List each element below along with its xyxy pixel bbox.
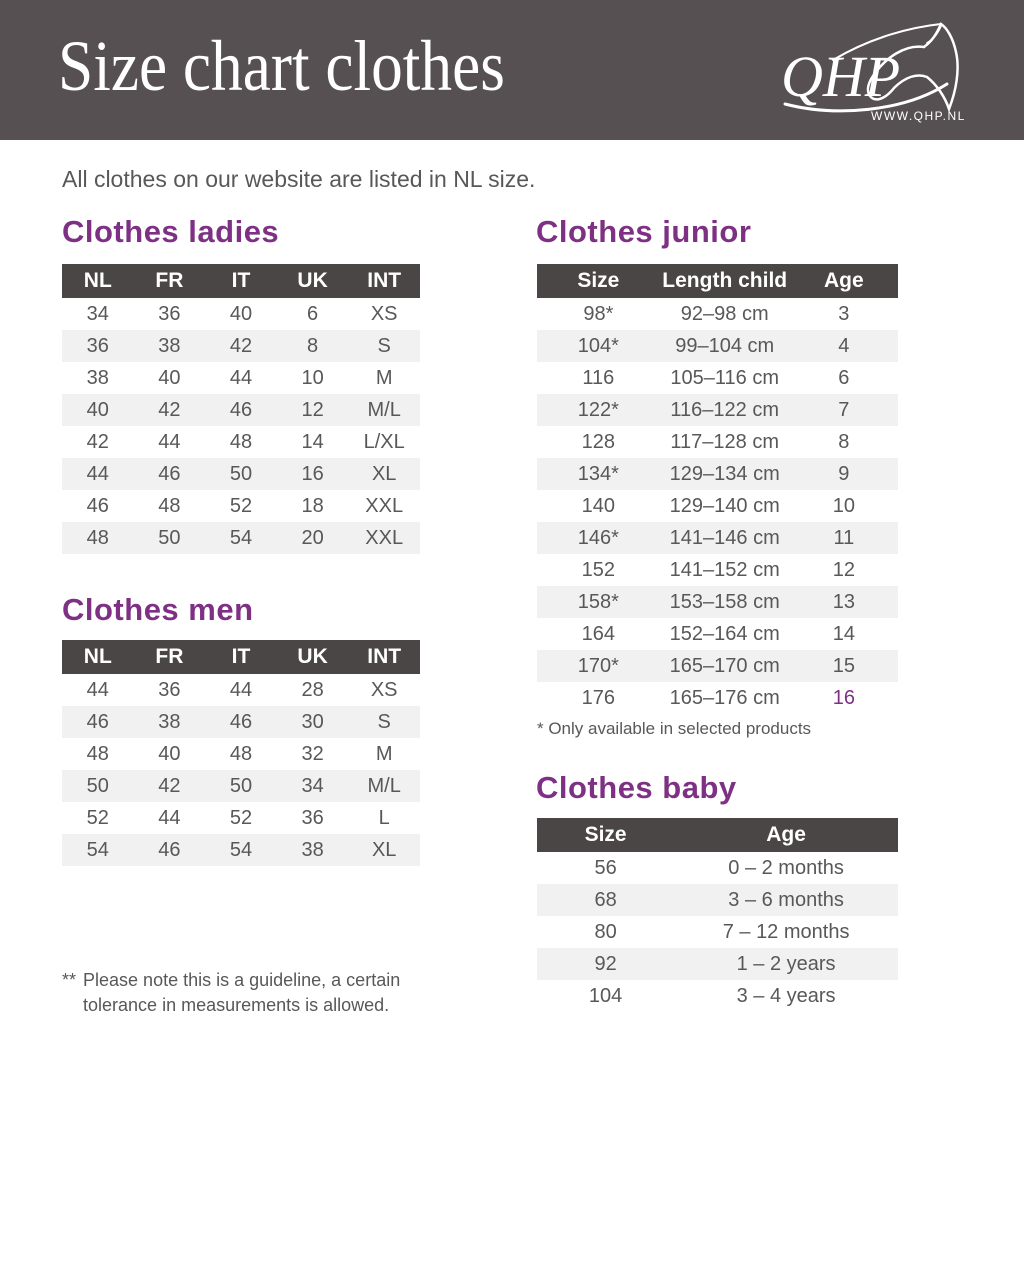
table-cell: 40 bbox=[158, 742, 181, 765]
column-header: Age bbox=[790, 264, 898, 298]
table-cell: 50 bbox=[205, 770, 277, 802]
table-cell: 4 bbox=[790, 330, 898, 362]
table-cell: 34 bbox=[86, 302, 109, 325]
table-cell: 54 bbox=[205, 522, 277, 554]
footnote-line2: tolerance in measurements is allowed. bbox=[83, 995, 390, 1015]
table-cell: 104 bbox=[588, 984, 623, 1007]
table-cell: 116 bbox=[582, 366, 615, 389]
table-cell: 38 bbox=[134, 330, 206, 362]
table-cell: 46 bbox=[62, 706, 134, 738]
table-cell: 50 bbox=[134, 522, 206, 554]
table-cell: 152 bbox=[581, 558, 616, 581]
column-header: IT bbox=[205, 264, 277, 298]
table-cell: XS bbox=[370, 302, 398, 325]
table-cell: 46 bbox=[86, 494, 109, 517]
table-cell: 8 bbox=[277, 330, 349, 362]
table-cell: 44 bbox=[86, 678, 109, 701]
table-cell: 128 bbox=[581, 430, 616, 453]
table-cell: 98* bbox=[583, 302, 614, 325]
table-cell: 34 bbox=[277, 770, 349, 802]
junior-footnote: * Only available in selected products bbox=[537, 719, 812, 738]
table-row bbox=[62, 770, 420, 802]
intro-text: All clothes on our website are listed in NL size. bbox=[62, 166, 536, 192]
table-row bbox=[537, 490, 898, 522]
footnote-marker: ** bbox=[62, 970, 77, 990]
table-cell: 46 bbox=[205, 706, 277, 738]
table-row bbox=[537, 362, 898, 394]
table-cell: 170* bbox=[537, 650, 660, 682]
table-cell: 10 bbox=[301, 366, 324, 389]
table-row bbox=[537, 916, 898, 948]
table-cell: 140 bbox=[581, 494, 616, 517]
column-header: NL bbox=[62, 264, 134, 298]
table-cell: 44 bbox=[229, 678, 253, 701]
table-cell: 165–176 cm bbox=[669, 686, 780, 709]
table-cell: 158* bbox=[537, 586, 660, 618]
column-header: UK bbox=[277, 640, 349, 674]
table-cell: 38 bbox=[86, 366, 109, 389]
table-cell: M bbox=[375, 742, 393, 765]
table-row bbox=[537, 330, 898, 362]
table-cell: XS bbox=[370, 678, 398, 701]
table-cell: 117–128 cm bbox=[670, 430, 779, 453]
table-row bbox=[537, 394, 898, 426]
table-row bbox=[62, 330, 420, 362]
table-row bbox=[537, 852, 898, 884]
table-cell: 7 – 12 months bbox=[722, 920, 850, 943]
column-header: UK bbox=[277, 264, 349, 298]
table-cell: 52 bbox=[86, 806, 109, 829]
table-row bbox=[537, 650, 898, 682]
table-cell: 68 bbox=[537, 884, 674, 916]
table-cell: 46 bbox=[134, 834, 206, 866]
table-row bbox=[537, 554, 898, 586]
footnote-text bbox=[83, 968, 400, 1018]
table-cell: 48 bbox=[229, 742, 253, 765]
table-cell: 1 – 2 years bbox=[674, 948, 898, 980]
table-cell: 42 bbox=[134, 394, 206, 426]
qhp-logo-text: QHP bbox=[781, 44, 901, 109]
table-cell: M bbox=[375, 366, 393, 389]
table-cell: 99–104 cm bbox=[660, 330, 790, 362]
qhp-logo-svg bbox=[775, 14, 985, 128]
table-cell: 54 bbox=[205, 834, 277, 866]
table-cell: 50 bbox=[205, 458, 277, 490]
table-cell: 16 bbox=[277, 458, 349, 490]
table-row bbox=[537, 586, 898, 618]
table-row bbox=[62, 394, 420, 426]
table-cell: 40 bbox=[229, 302, 253, 325]
table-cell: 141–152 cm bbox=[669, 558, 780, 581]
table-cell: 54 bbox=[62, 834, 134, 866]
junior-size-table bbox=[537, 264, 898, 714]
table-cell: S bbox=[348, 330, 420, 362]
table-row bbox=[537, 458, 898, 490]
table-cell: 36 bbox=[62, 330, 134, 362]
table-row bbox=[537, 618, 898, 650]
heading-clothes-baby: Clothes baby bbox=[536, 770, 737, 805]
column-header: INT bbox=[348, 640, 420, 674]
table-cell: 48 bbox=[158, 494, 181, 517]
table-cell: L/XL bbox=[363, 430, 405, 453]
table-row bbox=[62, 490, 420, 522]
table-cell: 92 bbox=[537, 948, 674, 980]
table-cell: 50 bbox=[62, 770, 134, 802]
table-cell: 80 bbox=[594, 920, 617, 943]
table-cell: 104* bbox=[537, 330, 660, 362]
table-cell: 56 bbox=[594, 856, 617, 879]
table-cell: M/L bbox=[348, 770, 420, 802]
table-cell: 42 bbox=[134, 770, 206, 802]
table-cell: XXL bbox=[365, 494, 404, 517]
table-row bbox=[537, 980, 898, 1012]
table-cell: 12 bbox=[832, 558, 855, 581]
page-title: Size chart clothes bbox=[58, 26, 505, 107]
table-cell: 48 bbox=[62, 522, 134, 554]
table-row bbox=[62, 426, 420, 458]
table-row bbox=[537, 426, 898, 458]
table-cell: 40 bbox=[158, 366, 181, 389]
table-cell: 129–134 cm bbox=[660, 458, 790, 490]
table-cell: 105–116 cm bbox=[670, 366, 779, 389]
heading-clothes-men: Clothes men bbox=[62, 592, 254, 627]
junior-header-row bbox=[537, 264, 898, 298]
table-cell: 176 bbox=[581, 686, 616, 709]
table-row bbox=[62, 674, 420, 706]
column-header: INT bbox=[348, 264, 420, 298]
table-cell: 36 bbox=[301, 806, 324, 829]
ladies-header-row bbox=[62, 264, 420, 298]
table-cell: 164 bbox=[581, 622, 616, 645]
table-cell: 9 bbox=[790, 458, 898, 490]
table-cell: 40 bbox=[62, 394, 134, 426]
table-cell: 122* bbox=[537, 394, 660, 426]
table-cell: 8 bbox=[838, 430, 850, 453]
table-cell: 92–98 cm bbox=[680, 302, 769, 325]
table-cell: 42 bbox=[205, 330, 277, 362]
table-cell: 152–164 cm bbox=[669, 622, 780, 645]
table-cell: 44 bbox=[62, 458, 134, 490]
table-row bbox=[62, 706, 420, 738]
table-row bbox=[537, 884, 898, 916]
table-cell: 44 bbox=[158, 806, 181, 829]
table-cell: 10 bbox=[832, 494, 855, 517]
table-cell: 6 bbox=[307, 302, 319, 325]
table-cell: 0 – 2 months bbox=[728, 856, 844, 879]
table-cell: 38 bbox=[277, 834, 349, 866]
heading-clothes-ladies: Clothes ladies bbox=[62, 214, 280, 249]
column-header: Size bbox=[537, 264, 660, 298]
table-cell: 11 bbox=[790, 522, 898, 554]
table-row bbox=[62, 298, 420, 330]
table-cell: 153–158 cm bbox=[660, 586, 790, 618]
baby-size-table bbox=[537, 818, 898, 1012]
table-row bbox=[62, 802, 420, 834]
table-cell: L bbox=[378, 806, 390, 829]
footnote-line1: Please note this is a guideline, a certain bbox=[83, 970, 401, 990]
table-cell: 116–122 cm bbox=[660, 394, 790, 426]
table-cell: 3 bbox=[838, 302, 850, 325]
table-row bbox=[62, 738, 420, 770]
table-row bbox=[537, 682, 898, 714]
column-header: FR bbox=[134, 640, 206, 674]
table-cell: 15 bbox=[790, 650, 898, 682]
table-cell: 3 – 6 months bbox=[674, 884, 898, 916]
table-row bbox=[537, 298, 898, 330]
men-header-row bbox=[62, 640, 420, 674]
table-cell: 32 bbox=[301, 742, 324, 765]
table-row bbox=[62, 362, 420, 394]
table-cell: 44 bbox=[229, 366, 253, 389]
table-cell: 36 bbox=[158, 302, 181, 325]
table-cell: M/L bbox=[348, 394, 420, 426]
table-cell: 134* bbox=[537, 458, 660, 490]
guideline-footnote bbox=[62, 968, 400, 1018]
header-banner bbox=[0, 0, 1024, 140]
table-row bbox=[62, 834, 420, 866]
column-header: FR bbox=[134, 264, 206, 298]
table-cell: 13 bbox=[790, 586, 898, 618]
table-cell: 18 bbox=[301, 494, 324, 517]
column-header: Age bbox=[674, 818, 898, 852]
table-cell: 48 bbox=[86, 742, 109, 765]
table-cell: 129–140 cm bbox=[669, 494, 780, 517]
table-cell: 165–170 cm bbox=[660, 650, 790, 682]
baby-header-row bbox=[537, 818, 898, 852]
table-cell: 16 bbox=[832, 686, 855, 709]
table-cell: 30 bbox=[277, 706, 349, 738]
table-cell: 141–146 cm bbox=[660, 522, 790, 554]
table-cell: 46 bbox=[205, 394, 277, 426]
table-cell: 48 bbox=[229, 430, 253, 453]
table-cell: 46 bbox=[134, 458, 206, 490]
table-cell: 7 bbox=[790, 394, 898, 426]
column-header: IT bbox=[205, 640, 277, 674]
table-cell: 38 bbox=[134, 706, 206, 738]
table-row bbox=[62, 458, 420, 490]
table-cell: 20 bbox=[277, 522, 349, 554]
table-cell: 42 bbox=[86, 430, 109, 453]
men-size-table bbox=[62, 640, 420, 866]
table-cell: 146* bbox=[537, 522, 660, 554]
table-cell: 36 bbox=[158, 678, 181, 701]
column-header: Length child bbox=[660, 264, 790, 298]
column-header: Size bbox=[537, 818, 674, 852]
table-cell: 12 bbox=[277, 394, 349, 426]
table-cell: XL bbox=[348, 458, 420, 490]
heading-clothes-junior: Clothes junior bbox=[536, 214, 752, 249]
table-cell: 44 bbox=[158, 430, 181, 453]
table-cell: 6 bbox=[838, 366, 850, 389]
table-cell: XL bbox=[348, 834, 420, 866]
table-row bbox=[537, 522, 898, 554]
ladies-size-table bbox=[62, 264, 420, 554]
table-cell: 52 bbox=[229, 806, 253, 829]
table-cell: S bbox=[348, 706, 420, 738]
table-row bbox=[537, 948, 898, 980]
table-cell: 28 bbox=[301, 678, 324, 701]
qhp-logo bbox=[775, 14, 985, 128]
column-header: NL bbox=[62, 640, 134, 674]
logo-url-text: WWW.QHP.NL bbox=[871, 109, 966, 123]
table-cell: XXL bbox=[348, 522, 420, 554]
table-cell: 14 bbox=[832, 622, 855, 645]
table-row bbox=[62, 522, 420, 554]
table-cell: 14 bbox=[301, 430, 324, 453]
table-cell: 3 – 4 years bbox=[736, 984, 836, 1007]
table-cell: 52 bbox=[229, 494, 253, 517]
